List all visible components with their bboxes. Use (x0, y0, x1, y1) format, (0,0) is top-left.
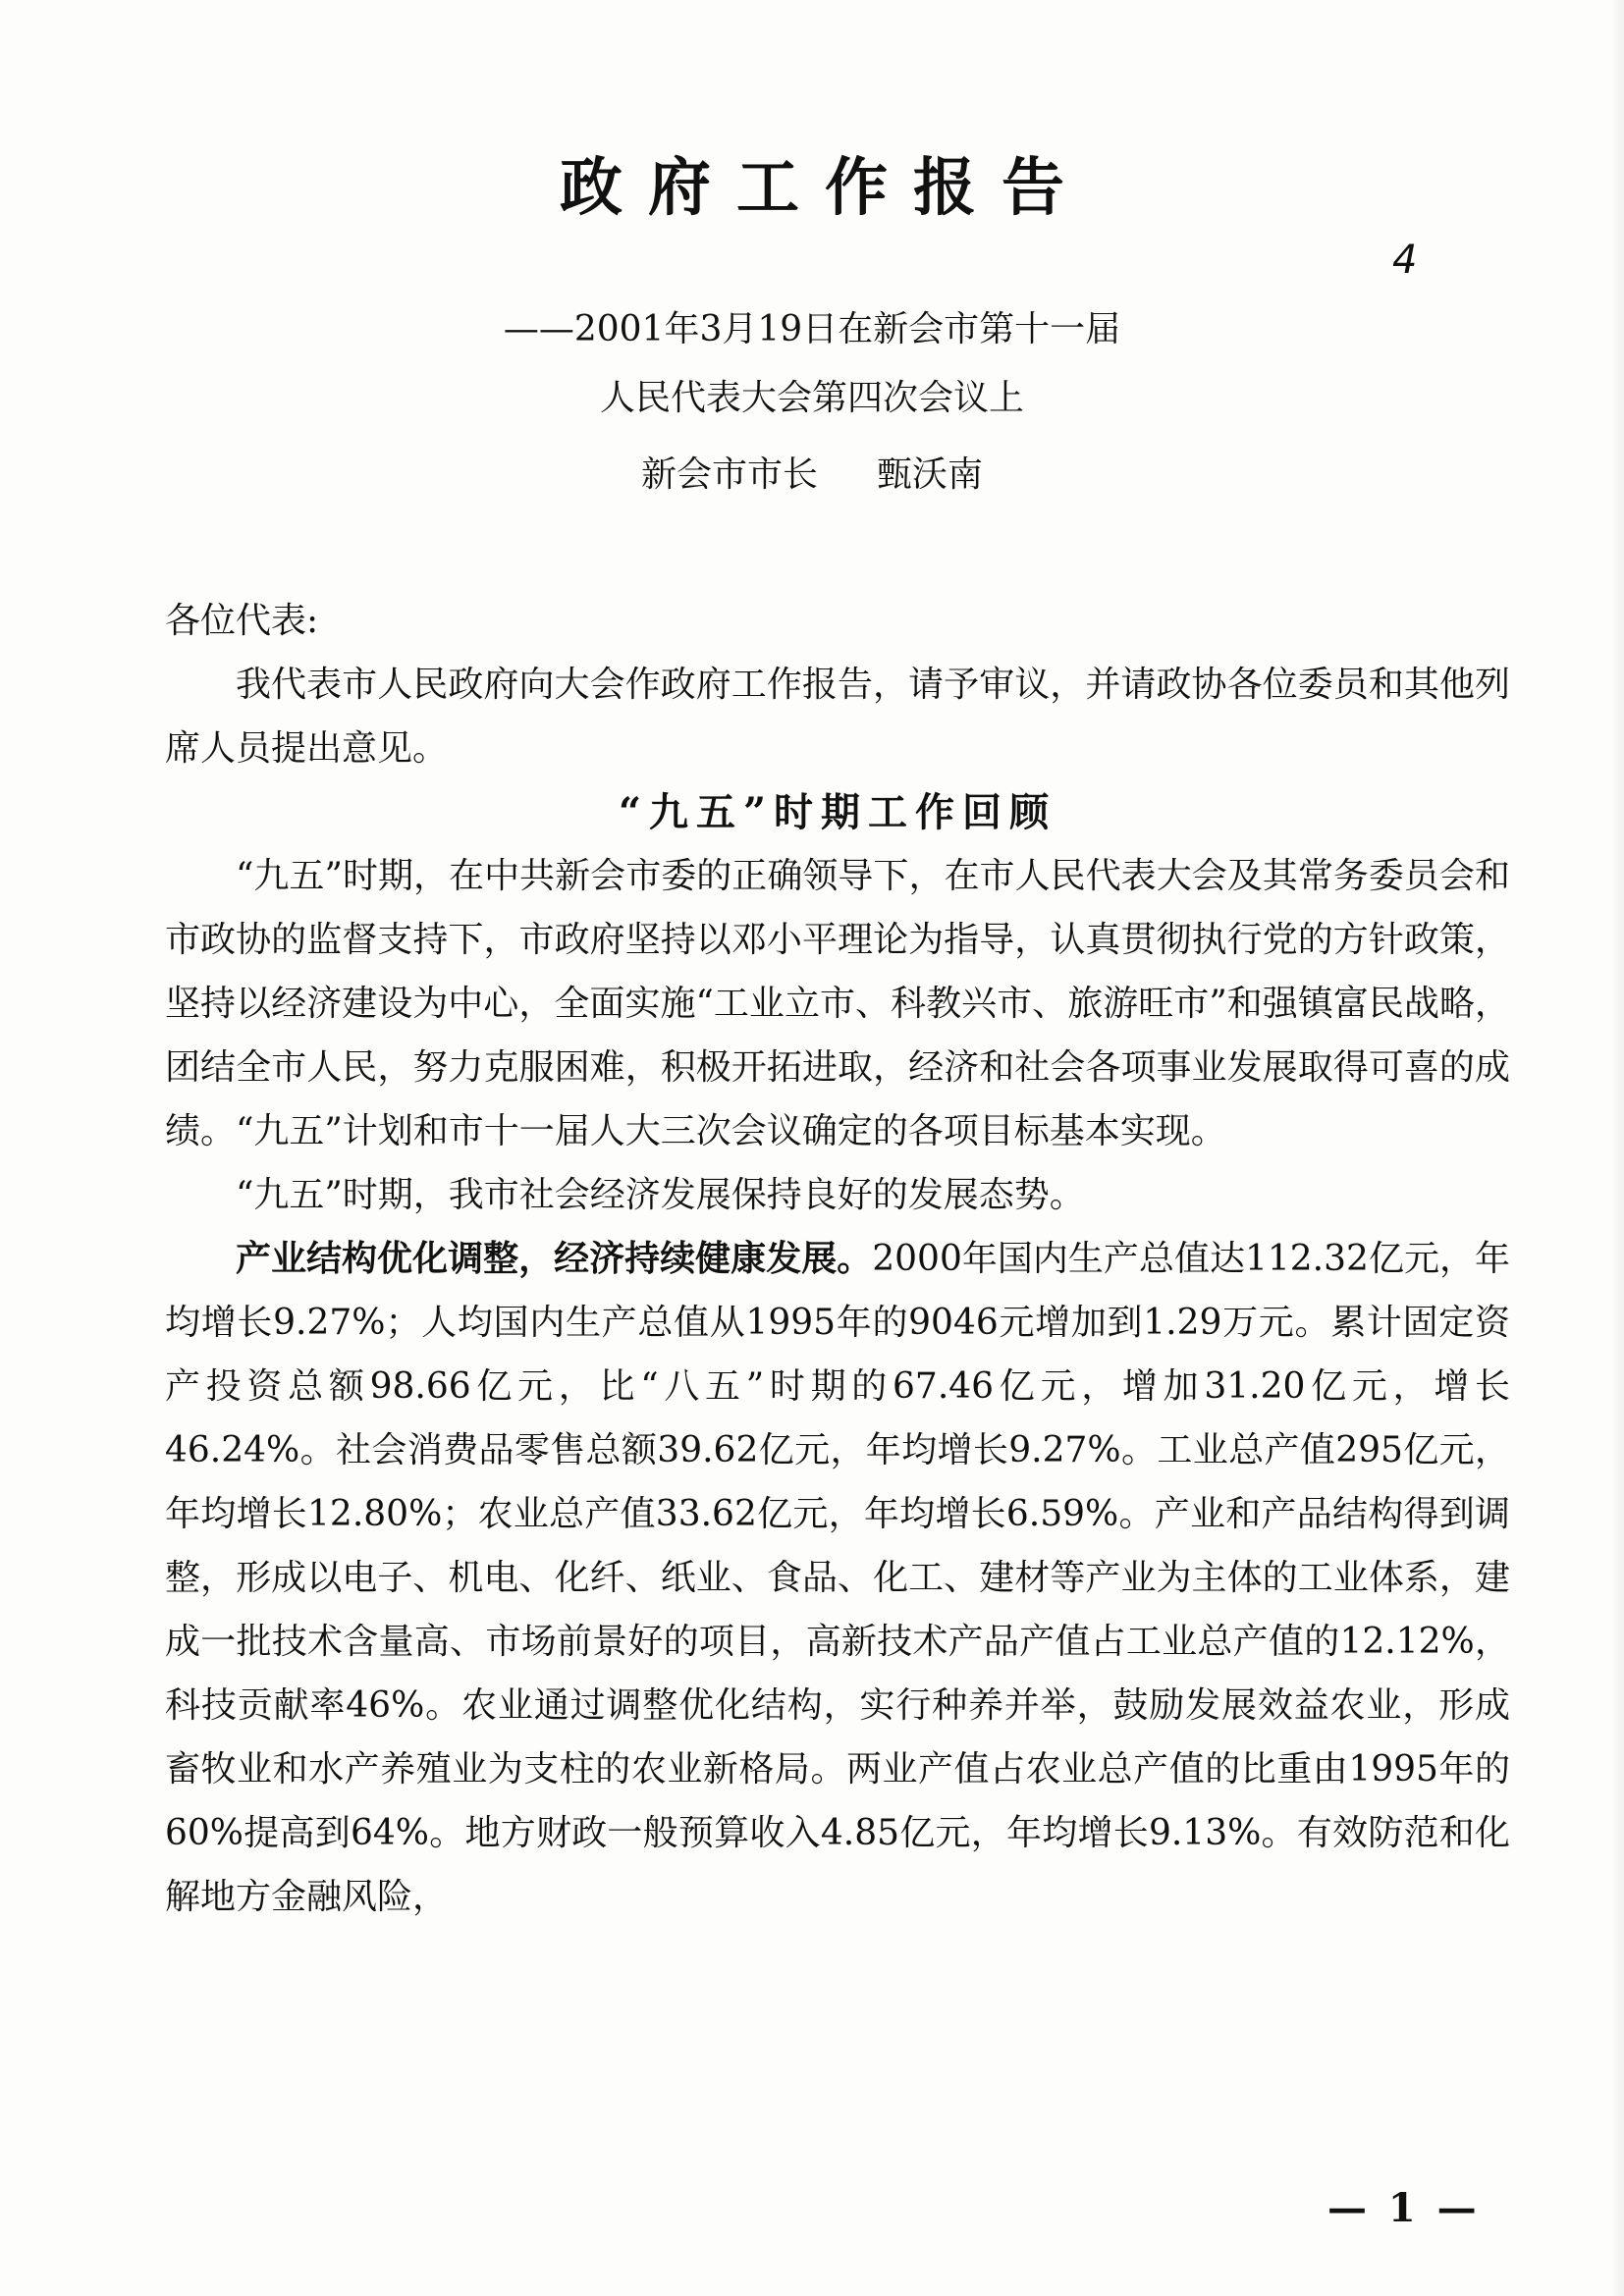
page-number: — 1 — (1327, 2185, 1481, 2231)
economy-paragraph (165, 1227, 1510, 1929)
document-body (165, 589, 1510, 1929)
speaker-role: 新会市市长 (640, 454, 818, 495)
economy-paragraph-lead: 产业结构优化调整，经济持续健康发展。 (236, 1238, 873, 1279)
subtitle-date-line: ——2001年3月19日在新会市第十一届 (503, 309, 1121, 349)
trend-paragraph: “九五”时期，我市社会经济发展保持良好的发展态势。 (236, 1175, 1085, 1215)
subtitle-speaker-line (0, 454, 1624, 495)
section-heading: “九五”时期工作回顾 (618, 789, 1056, 835)
scan-edge-shadow (1610, 0, 1624, 2296)
document-title: 政府工作报告 (560, 151, 1090, 225)
subtitle-meeting-line: 人民代表大会第四次会议上 (599, 378, 1024, 418)
speaker-name: 甄沃南 (877, 454, 984, 495)
review-paragraph: “九五”时期，在中共新会市委的正确领导下，在市人民代表大会及其常务委员会和市政协的监督支持下，市政府坚持以邓小平理论为指导，认真贯彻执行党的方针政策，坚持以经济建设为中心，全面实施“工业立市、科教兴市、旅游旺市”和强镇富民战略，团结全市人民，努力克服困难，积极开拓进取，经济和社会各项事业发展取得可喜的成绩。“九五”计划和市十一届人大三次会议确定的各项目标基本实现。 (165, 856, 1510, 1151)
handwritten-page-mark: 4 (1392, 238, 1418, 283)
intro-paragraph: 我代表市人民政府向大会作政府工作报告，请予审议，并请政协各位委员和其他列席人员提出意见。 (165, 665, 1510, 769)
salutation: 各位代表: (165, 601, 319, 641)
economy-paragraph-body: 2000年国内生产总值达112.32亿元，年均增长9.27%；人均国内生产总值从1995年的9046元增加到1.29万元。累计固定资产投资总额98.66亿元，比“八五”时期的67.46亿元，增加31.20亿元，增长46.24%。社会消费品零售总额39.62亿元，年均增长9.27%。工业总产值295亿元，年均增长12.80%；农业总产值33.62亿元，年均增长6.59%。产业和产品结构得到调整，形成以电子、机电、化纤、纸业、食品、化工、建材等产业为主体的工业体系，建成一批技术含量高、市场前景好的项目，高新技术产品产值占工业总产值的12.12%，科技贡献率46%。农业通过调整优化结构，实行种养并举，鼓励发展效益农业，形成畜牧业和水产养殖业为支柱的农业新格局。两业产值占农业总产值的比重由1995年的60%提高到64%。地方财政一般预算收入4.85亿元，年均增长9.13%。有效防范和化解地方金融风险， (165, 1239, 1510, 1917)
